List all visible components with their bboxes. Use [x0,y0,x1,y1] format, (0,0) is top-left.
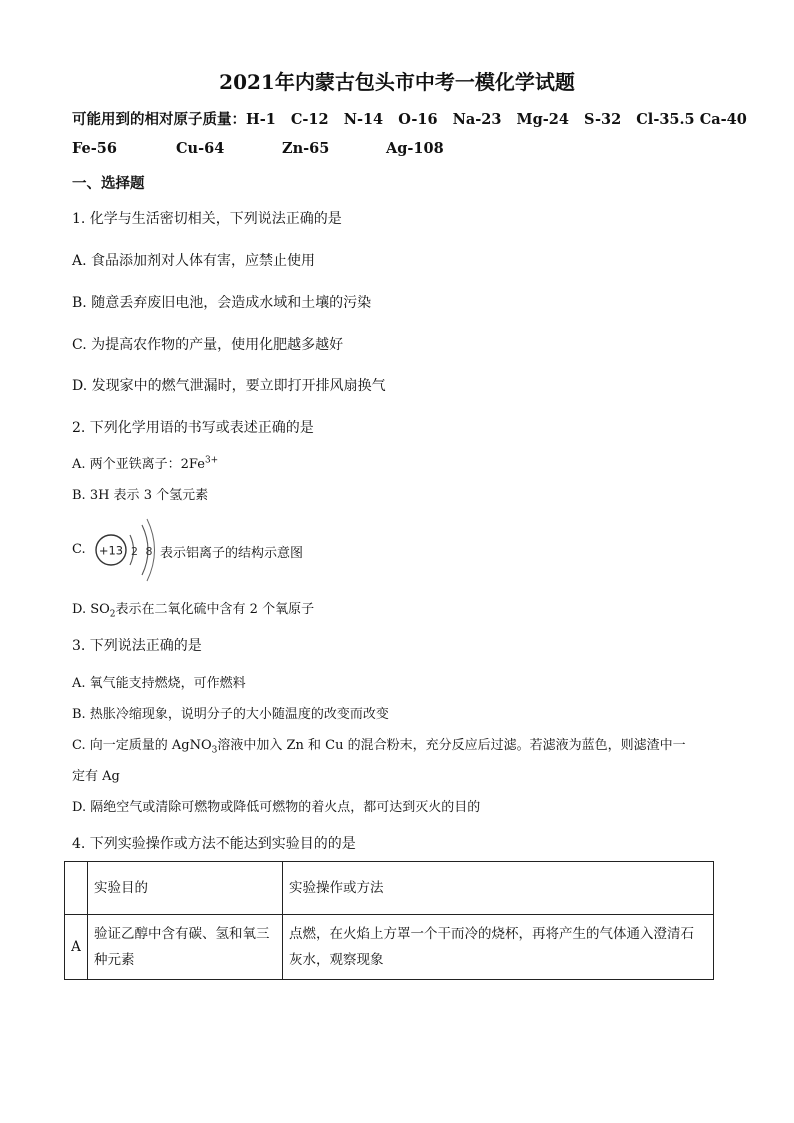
question-3-option-c-line-2: 定有 Ag [72,769,120,784]
question-2-option-d-formula: D. SO [72,602,110,617]
atomic-mass-zn: Zn-65 [282,140,330,157]
question-2-option-c-text: 表示铝离子的结构示意图 [160,546,304,561]
row-purpose: 验证乙醇中含有碳、氢和氧三种元素 [88,915,283,980]
atomic-mass-h: H-1 [246,111,276,128]
atomic-mass-line-2 [72,140,444,157]
question-3-option-d: D. 隔绝空气或清除可燃物或降低可燃物的着火点，都可达到灭火的目的 [72,800,481,815]
question-1-option-d: D. 发现家中的燃气泄漏时，要立即打开排风扇换气 [72,378,386,394]
experiment-table [64,861,714,980]
question-3-option-c-text-2: 溶液中加入 Zn 和 Cu 的混合粉末，充分反应后过滤。若滤液为蓝色，则滤渣中一 [217,738,686,753]
shell-1-electrons: 2 [131,545,138,558]
page-title: 2021年内蒙古包头市中考一模化学试题 [219,70,575,94]
row-method: 点燃，在火焰上方罩一个干而冷的烧杯，再将产生的气体通入澄清石灰水，观察现象 [283,915,714,980]
subscript: 2 [109,609,116,620]
atomic-mass-s: S-32 [584,111,622,128]
table-header-cell [65,862,88,915]
question-3-option-c-line-1 [72,734,686,756]
question-3-option-b: B. 热胀冷缩现象，说明分子的大小随温度的改变而改变 [72,707,389,722]
row-letter: A [65,915,88,980]
nucleus-charge: +13 [98,543,124,558]
atomic-mass-na: Na-23 [452,111,502,128]
question-2-option-d-text: 表示在二氧化硫中含有 2 个氧原子 [115,602,315,617]
question-1-option-b: B. 随意丢弃废旧电池，会造成水域和土壤的污染 [72,295,372,311]
atomic-mass-cl: Cl-35.5 [636,111,695,128]
table-header-method: 实验操作或方法 [283,862,714,915]
question-3-stem: 3. 下列说法正确的是 [72,638,202,654]
atomic-mass-line-1 [72,108,747,129]
table-header-purpose: 实验目的 [88,862,283,915]
subscript: 3 [211,745,218,756]
question-2-option-c-label: C. [72,542,86,557]
atomic-mass-n: N-14 [343,111,384,128]
table-header-row [65,862,714,915]
question-4-stem: 4. 下列实验操作或方法不能达到实验目的的是 [72,836,356,852]
question-3-option-a: A. 氧气能支持燃烧，可作燃料 [72,676,246,691]
question-2-option-a [72,453,218,472]
aluminum-ion-structure-diagram [92,515,164,587]
question-2-option-b: B. 3H 表示 3 个氢元素 [72,488,209,503]
question-3-option-c-text-1: C. 向一定质量的 AgNO [72,738,212,753]
question-1-option-c: C. 为提高农作物的产量，使用化肥越多越好 [72,337,344,353]
question-2-option-d [72,598,314,620]
atomic-mass-label: 可能用到的相对原子质量： [72,111,246,128]
table-row [65,915,714,980]
section-heading: 一、选择题 [72,175,145,192]
question-1-stem: 1. 化学与生活密切相关，下列说法正确的是 [72,211,342,227]
charge-superscript: 3+ [204,455,219,466]
atomic-mass-ca: Ca-40 [699,111,747,128]
atomic-mass-ag: Ag-108 [386,140,444,157]
atomic-mass-fe: Fe-56 [72,140,117,157]
shell-2-electrons: 8 [145,545,153,558]
question-2-option-a-text: A. 两个亚铁离子：2Fe [72,457,205,472]
question-2-stem: 2. 下列化学用语的书写或表述正确的是 [72,420,314,436]
atomic-mass-mg: Mg-24 [516,111,569,128]
atomic-mass-o: O-16 [398,111,438,128]
atomic-mass-c: C-12 [290,111,329,128]
atomic-mass-cu: Cu-64 [176,140,225,157]
question-1-option-a: A. 食品添加剂对人体有害，应禁止使用 [72,253,316,269]
